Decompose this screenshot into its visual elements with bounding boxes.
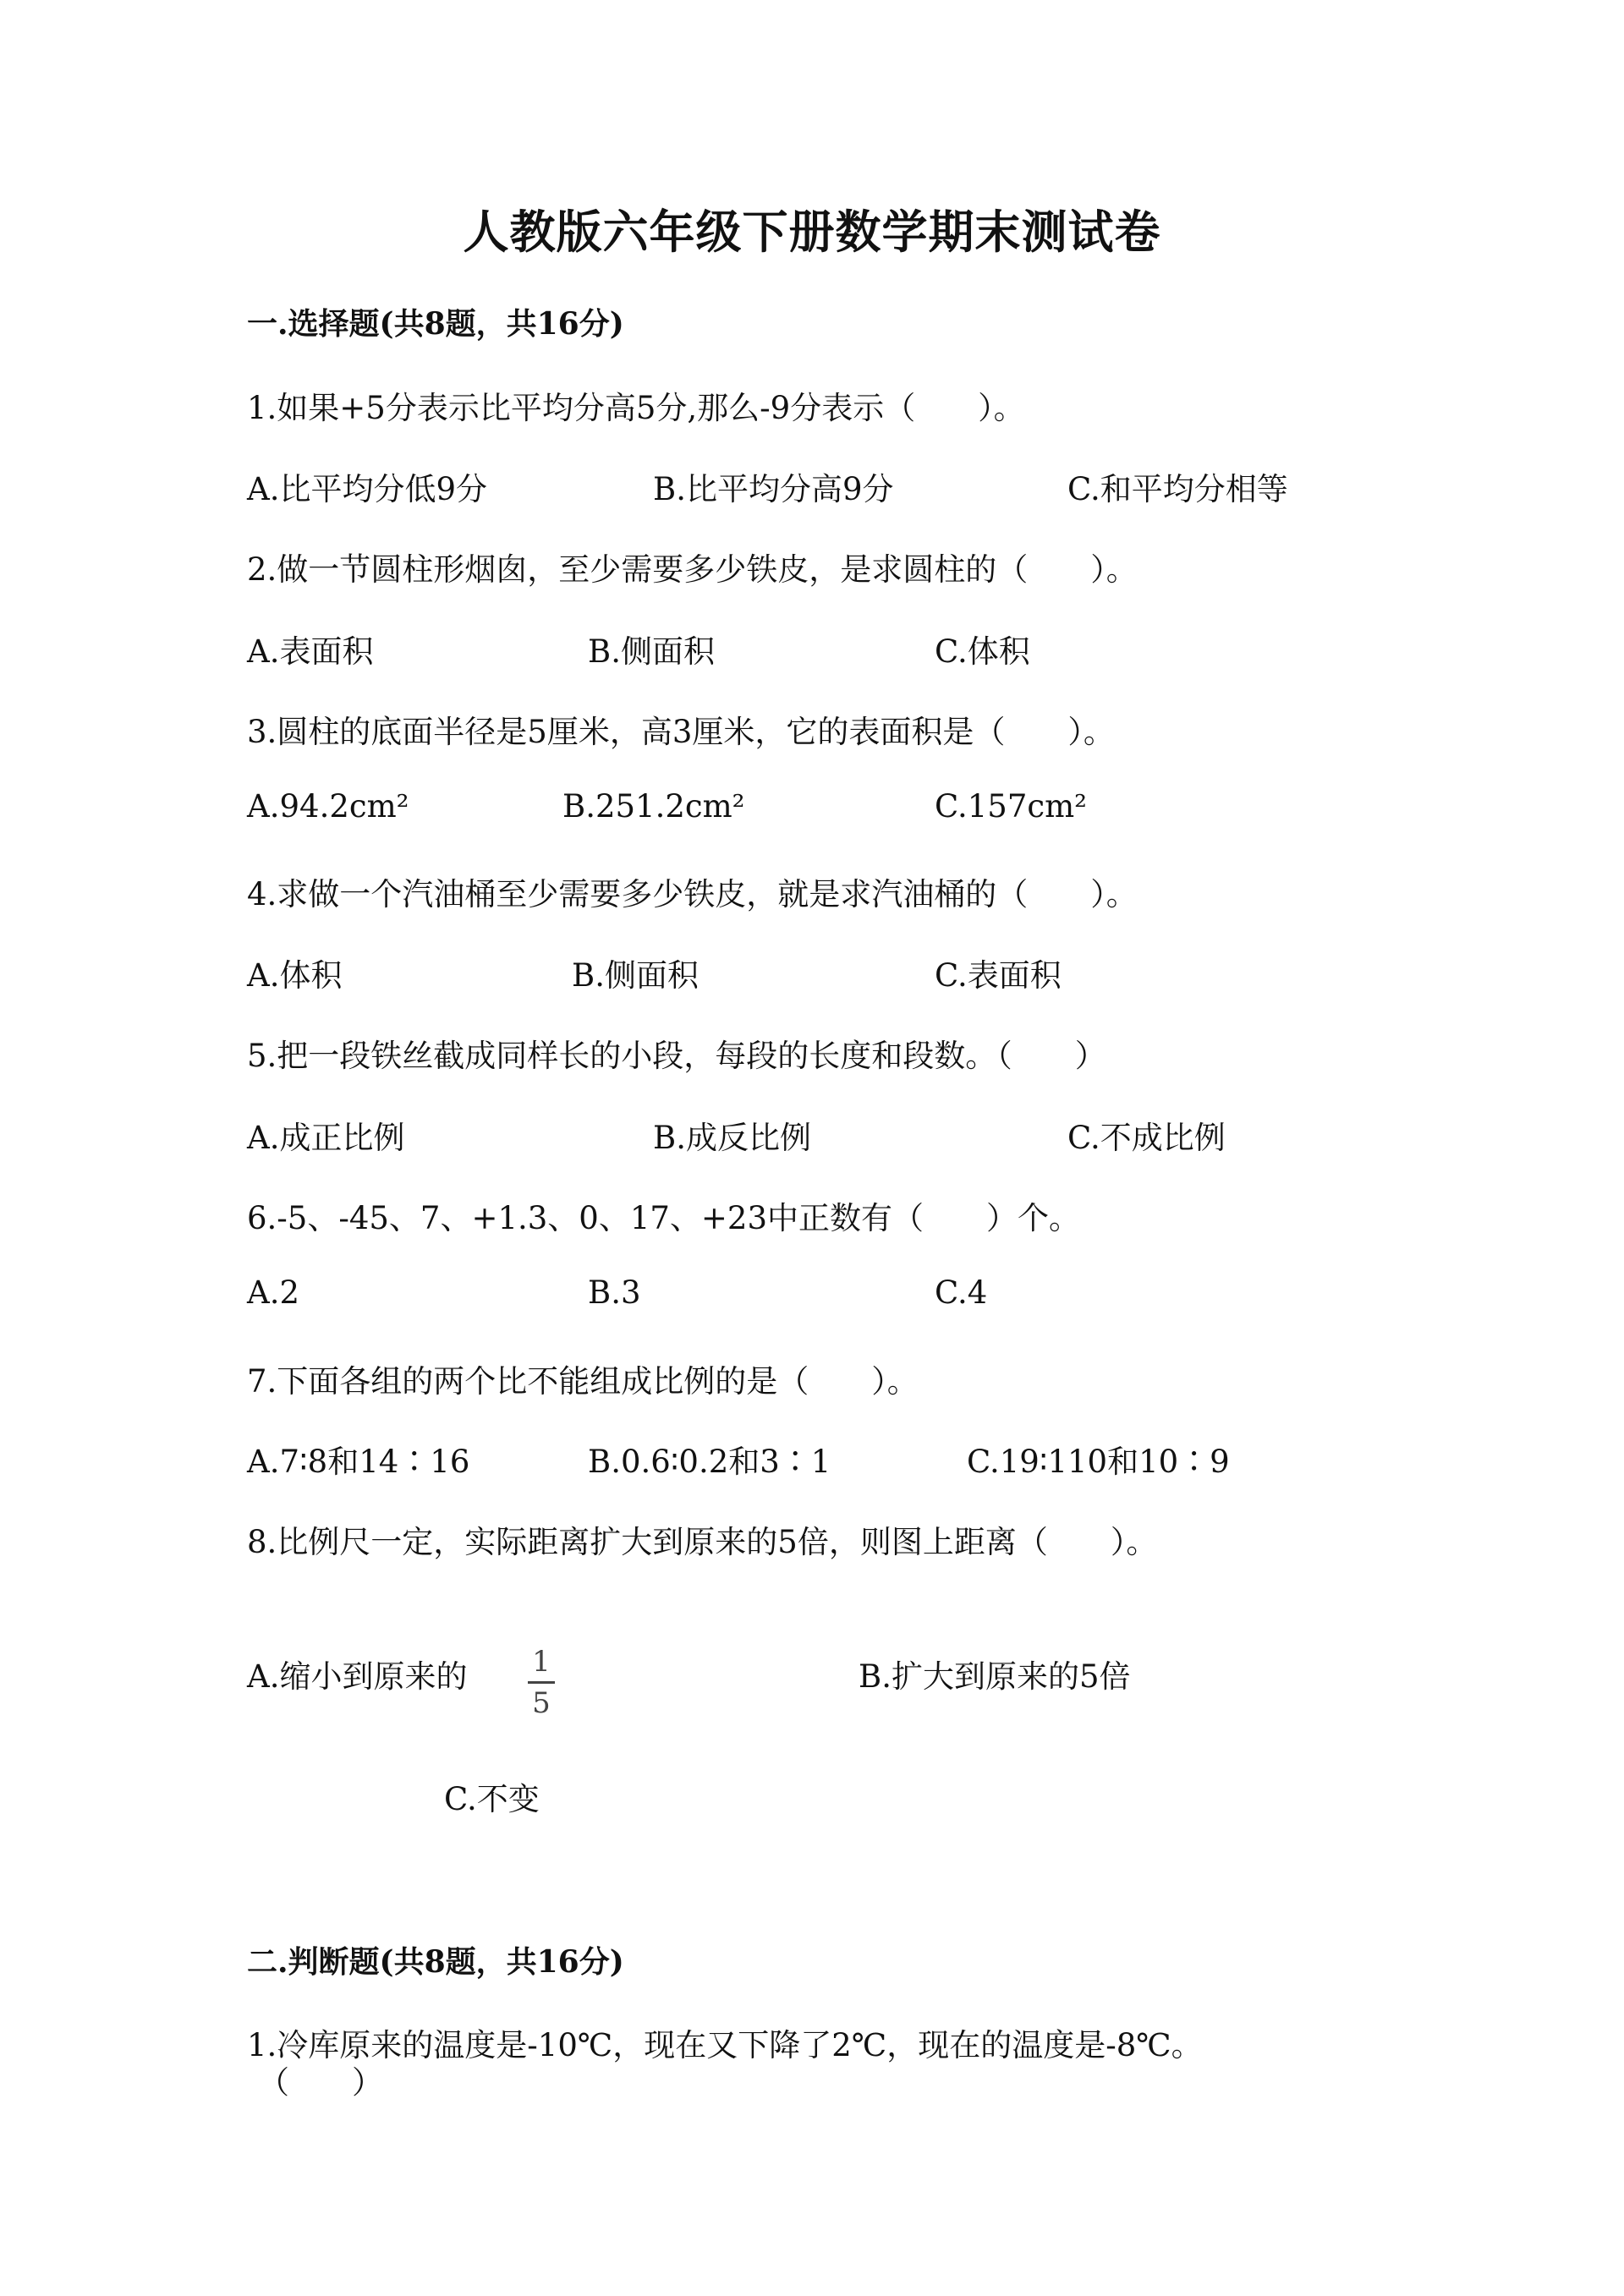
question-3-option-a: A.94.2cm²	[247, 788, 409, 825]
question-7: 7.下面各组的两个比不能组成比例的是（ ）。	[247, 1363, 919, 1400]
question-2-option-a: A.表面积	[247, 633, 374, 670]
question-4: 4.求做一个汽油桶至少需要多少铁皮，就是求汽油桶的（ ）。	[247, 876, 1138, 912]
question-6-option-a: A.2	[247, 1274, 300, 1311]
question-4-option-c: C.表面积	[935, 957, 1062, 994]
question-5-option-c: C.不成比例	[1067, 1120, 1226, 1156]
section-heading-choice: 一.选择题(共8题，共16分)	[247, 306, 624, 342]
question-7-option-b: B.0.6∶0.2和3∶1	[588, 1444, 831, 1480]
question-3: 3.圆柱的底面半径是5厘米，高3厘米，它的表面积是（ ）。	[247, 714, 1115, 750]
question-5-option-a: A.成正比例	[247, 1120, 405, 1156]
question-1-option-c: C.和平均分相等	[1067, 471, 1288, 507]
question-7-option-a: A.7∶8和14∶16	[247, 1444, 470, 1480]
fraction-denominator: 5	[532, 1686, 551, 1720]
question-6-option-c: C.4	[935, 1274, 988, 1311]
question-3-option-c: C.157cm²	[935, 788, 1088, 825]
question-6-option-b: B.3	[588, 1274, 641, 1311]
question-8-option-a: A.缩小到原来的	[247, 1658, 468, 1695]
question-8-option-b: B.扩大到原来的5倍	[859, 1658, 1131, 1695]
question-3-option-b: B.251.2cm²	[562, 788, 745, 825]
question-5: 5.把一段铁丝截成同样长的小段，每段的长度和段数。（ ）	[247, 1038, 1106, 1074]
question-5-option-b: B.成反比例	[653, 1120, 811, 1156]
question-4-option-b: B.侧面积	[572, 957, 699, 994]
section-heading-judgement: 二.判断题(共8题，共16分)	[247, 1944, 624, 1980]
fraction-bar	[528, 1681, 555, 1684]
judgement-1: 1.冷库原来的温度是-10℃，现在又下降了2℃，现在的温度是-8℃。	[247, 2027, 1203, 2063]
question-6: 6.-5、-45、7、+1.3、0、17、+23中正数有（ ）个。	[247, 1200, 1081, 1236]
judgement-1-blank: （ ）	[258, 2064, 383, 2101]
page-title: 人教版六年级下册数学期末测试卷	[463, 205, 1161, 259]
question-1-option-b: B.比平均分高9分	[653, 471, 894, 507]
question-4-option-a: A.体积	[247, 957, 343, 994]
question-8: 8.比例尺一定，实际距离扩大到原来的5倍，则图上距离（ ）。	[247, 1524, 1158, 1560]
fraction-one-fifth	[524, 1647, 558, 1718]
question-1-option-a: A.比平均分低9分	[247, 471, 488, 507]
question-7-option-c: C.19∶110和10∶9	[967, 1444, 1230, 1480]
question-2-option-c: C.体积	[935, 633, 1030, 670]
question-1: 1.如果+5分表示比平均分高5分,那么-9分表示（ ）。	[247, 390, 1025, 426]
question-8-option-c: C.不变	[444, 1781, 540, 1817]
question-2-option-b: B.侧面积	[588, 633, 715, 670]
fraction-numerator: 1	[532, 1645, 551, 1679]
question-2: 2.做一节圆柱形烟囱，至少需要多少铁皮，是求圆柱的（ ）。	[247, 551, 1138, 588]
